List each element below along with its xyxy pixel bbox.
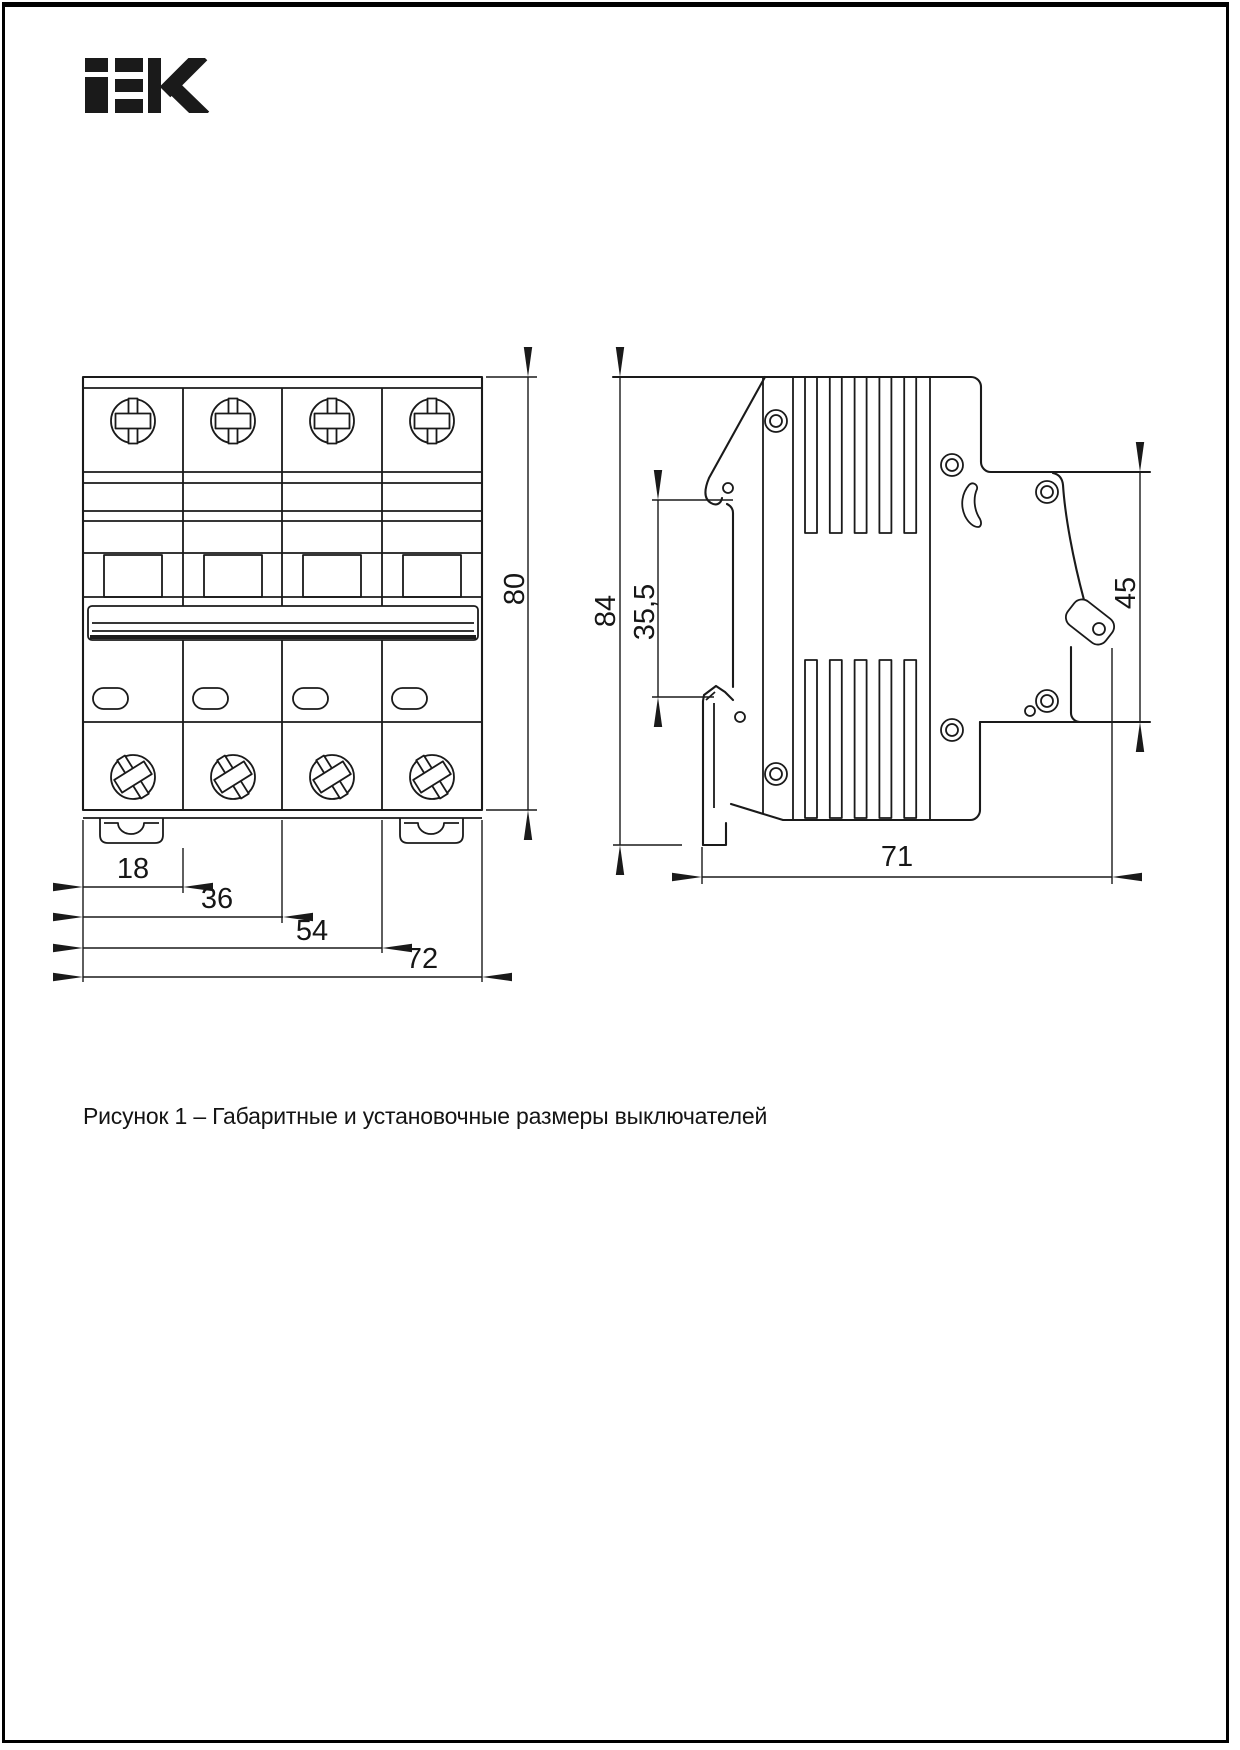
vent-ribs-lower <box>805 660 916 818</box>
dimension-54 <box>83 915 382 948</box>
side-view <box>590 377 1150 884</box>
rivet-icon <box>765 763 787 785</box>
screw-icon <box>206 749 260 806</box>
iek-logo <box>85 55 204 117</box>
logo-k-stem <box>148 58 161 113</box>
marking-window <box>392 688 427 709</box>
logo-e-bar <box>115 58 143 72</box>
rivet-icon <box>765 410 787 432</box>
marking-window <box>293 688 328 709</box>
small-pin <box>1025 706 1035 716</box>
toggle-handle <box>104 555 162 597</box>
din-clip <box>100 818 163 843</box>
toggle-handle <box>204 555 262 597</box>
vent-ribs-upper <box>805 377 916 533</box>
screw-icon <box>405 749 459 806</box>
front-view <box>83 377 537 982</box>
screw-icon <box>310 399 354 444</box>
dimension-label-84: 84 <box>590 594 622 628</box>
dimension-label-45: 45 <box>1110 576 1142 610</box>
rivet-icon <box>941 719 963 741</box>
rivet-icon <box>1036 481 1058 503</box>
dimension-label-80: 80 <box>499 572 531 606</box>
screw-icon <box>111 399 155 444</box>
marking-window <box>193 688 228 709</box>
logo-k-legs <box>165 55 204 117</box>
extension-lines-front <box>83 377 537 982</box>
screw-icon <box>211 399 255 444</box>
module-dividers <box>183 388 382 810</box>
toggle-lever-side <box>705 377 765 504</box>
screw-icon <box>305 749 359 806</box>
dimension-label-18: 18 <box>116 853 150 885</box>
logo-i-dot <box>85 58 108 72</box>
din-clip <box>400 818 463 843</box>
dimension-label-71: 71 <box>880 841 914 873</box>
toggle-handle <box>303 555 361 597</box>
rivets <box>765 410 1058 785</box>
dimension-label-54: 54 <box>295 915 329 947</box>
dimension-label-72: 72 <box>405 943 439 975</box>
logo-e-bar <box>115 79 143 92</box>
rivet-icon <box>941 454 963 476</box>
dimension-80 <box>499 377 531 810</box>
rivet-icon <box>1036 690 1058 712</box>
dimension-35-5 <box>629 500 733 697</box>
dimension-label-36: 36 <box>200 883 234 915</box>
toggle-handle <box>403 555 461 597</box>
logo-e-bar <box>115 99 143 113</box>
marking-windows <box>93 688 427 709</box>
logo-i-body <box>85 77 108 113</box>
figure-caption: Рисунок 1 – Габаритные и установочные размеры выключателей <box>83 1103 768 1129</box>
curved-slot <box>962 483 981 527</box>
dimension-18 <box>83 853 183 887</box>
screw-icon <box>410 399 454 444</box>
dimension-45 <box>1110 472 1142 722</box>
marking-window <box>93 688 128 709</box>
dimension-label-35-5: 35,5 <box>629 583 661 641</box>
screw-icon <box>106 749 160 806</box>
toggle-tie-bar <box>88 606 478 640</box>
lever-pivot-pin <box>723 483 733 493</box>
din-latch <box>703 686 745 845</box>
breaker-body-side <box>613 377 1150 472</box>
